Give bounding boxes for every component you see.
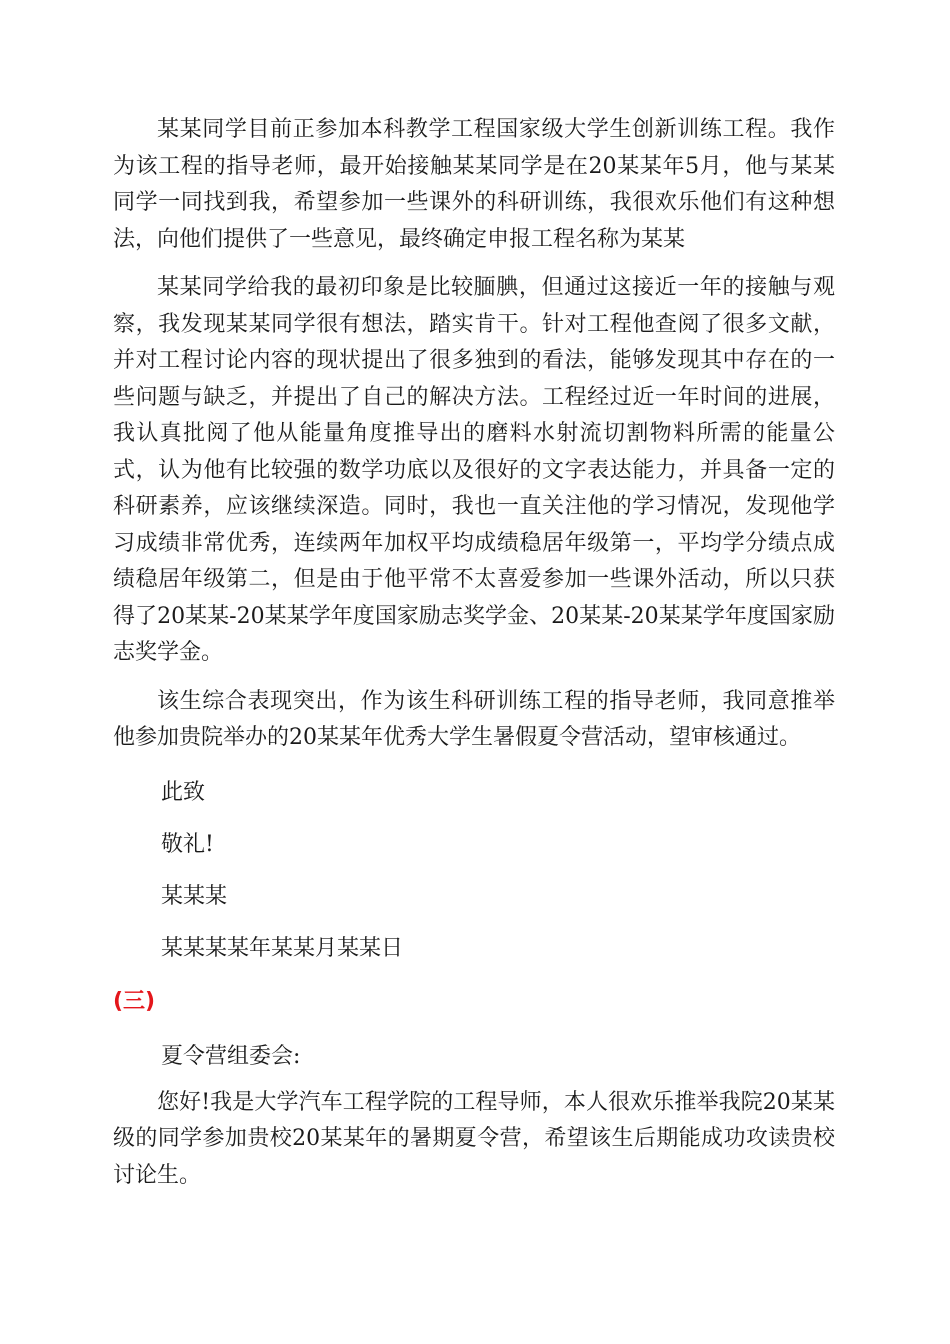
letter-paragraph-2: 某某同学给我的最初印象是比较腼腆，但通过这接近一年的接触与观察，我发现某某同学很有想法，踏实肯干。针对工程他查阅了很多文献，并对工程讨论内容的现状提出了很多独到的看法，能够发现其中存在的一些问题与缺乏，并提出了自己的解决方法。工程经过近一年时间的进展，我认真批阅了他从能量角度推导出的磨料水射流切割物料所需的能量公式，认为他有比较强的数学功底以及很好的文字表达能力，并具备一定的科研素养，应该继续深造。同时，我也一直关注他的学习情况，发现他学习成绩非常优秀，连续两年加权平均成绩稳居年级第一，平均学分绩点成绩稳居年级第二，但是由于他平常不太喜爱参加一些课外活动，所以只获得了20某某-20某某学年度国家励志奖学金、20某某-20某某学年度国家励志奖学金。: [113, 275, 835, 665]
section-three-paragraph: 您好!我是大学汽车工程学院的工程导师，本人很欢乐推举我院20某某级的同学参加贵校20某某年的暑期夏令营，希望该生后期能成功攻读贵校讨论生。: [113, 1089, 835, 1188]
letter-paragraph-3: 该生综合表现突出，作为该生科研训练工程的指导老师，我同意推举他参加贵院举办的20某某年优秀大学生暑假夏令营活动，望审核通过。: [113, 688, 835, 750]
letter-date: 某某某某年某某月某某日: [161, 935, 404, 961]
section-heading-three: (三): [113, 988, 156, 1014]
closing-line-2: 敬礼!: [161, 831, 214, 857]
closing-line-1: 此致: [161, 779, 206, 805]
signature: 某某某: [161, 883, 228, 909]
document-body: [113, 112, 835, 1194]
salutation: 夏令营组委会:: [161, 1043, 301, 1069]
letter-paragraph-1: 某某同学目前正参加本科教学工程国家级大学生创新训练工程。我作为该工程的指导老师，最开始接触某某同学是在20某某年5月，他与某某同学一同找到我，希望参加一些课外的科研训练，我很欢乐他们有这种想法，向他们提供了一些意见，最终确定申报工程名称为某某: [113, 117, 835, 252]
